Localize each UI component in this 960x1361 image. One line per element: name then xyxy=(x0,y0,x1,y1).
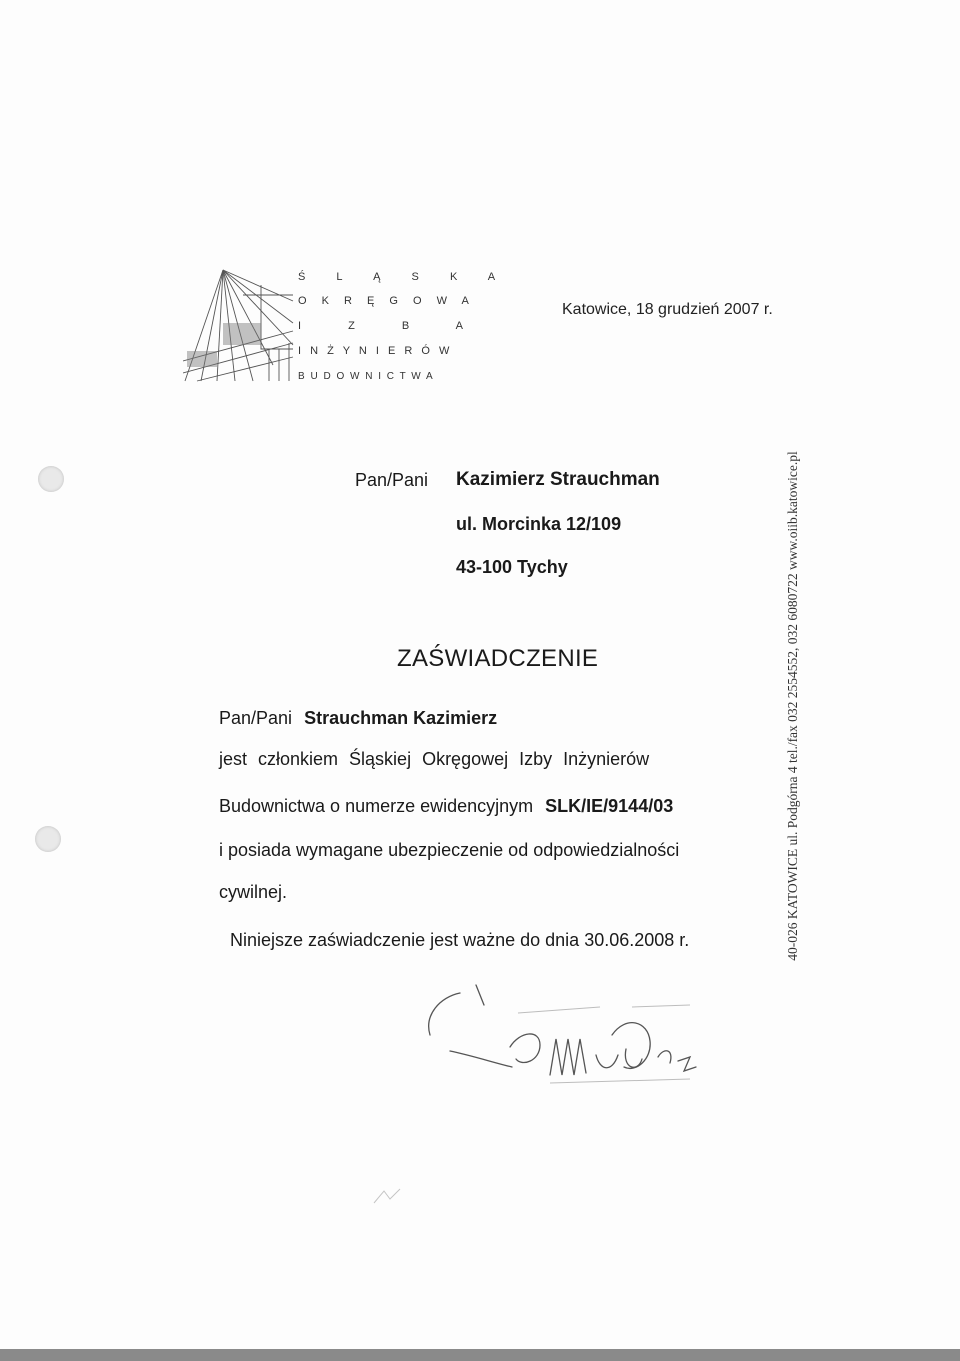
handwritten-signature xyxy=(400,975,720,1095)
logo-line-3: I Z B A xyxy=(298,320,486,332)
holder-line xyxy=(219,708,497,729)
logo-line-1: Ś L Ą S K A xyxy=(298,271,510,283)
punch-hole-bottom xyxy=(35,826,61,852)
recipient-city: 43-100 Tychy xyxy=(456,557,568,577)
registry-text: Budownictwa o numerze ewidencyjnym xyxy=(219,796,534,816)
membership-line: jest członkiem Śląskiej Okręgowej Izby Inżynierów xyxy=(219,749,650,769)
recipient-street: ul. Morcinka 12/109 xyxy=(456,514,622,534)
logo-line-2: O K R Ę G O W A xyxy=(298,295,475,307)
punch-hole-top xyxy=(38,466,64,492)
sidebar-contact-strip xyxy=(776,395,810,1017)
logo-line-5: B U D O W N I C T W A xyxy=(298,371,435,382)
place-date: Katowice, 18 grudzień 2007 r. xyxy=(562,301,773,318)
registry-number: SLK/IE/9144/03 xyxy=(545,796,674,816)
recipient-name: Kazimierz Strauchman xyxy=(456,469,660,490)
paper-mark xyxy=(370,1185,410,1207)
recipient-salutation: Pan/Pani xyxy=(355,470,429,490)
registry-line xyxy=(219,796,673,817)
document-title: ZAŚWIADCZENIE xyxy=(397,645,599,672)
logo-line-4: I N Ż Y N I E R Ó W xyxy=(298,345,453,357)
scan-edge-band xyxy=(0,1349,960,1361)
insurance-line: i posiada wymagane ubezpieczenie od odpowiedzialności xyxy=(219,840,680,860)
holder-label: Pan/Pani xyxy=(219,708,293,728)
validity-line: Niniejsze zaświadczenie jest ważne do dnia 30.06.2008 r. xyxy=(230,930,690,950)
sidebar-contact: 40-026 KATOWICE ul. Podgórna 4 tel./fax 032 2554552, 032 6080722 www.oiib.katowice.pl xyxy=(785,451,800,961)
chamber-logo-graphic xyxy=(183,265,295,383)
civil-line: cywilnej. xyxy=(219,882,288,902)
holder-name: Strauchman Kazimierz xyxy=(304,708,498,728)
